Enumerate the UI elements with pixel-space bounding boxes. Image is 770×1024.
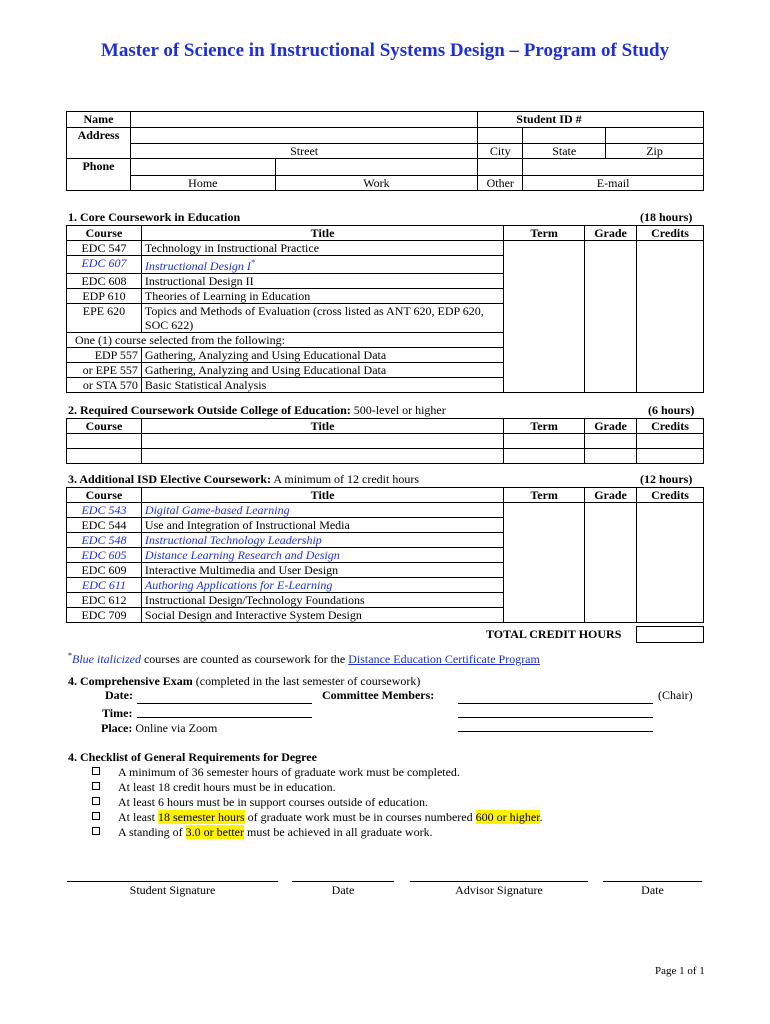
section3-hours: (12 hours) <box>640 472 693 486</box>
checklist-item: At least 6 hours must be in support courses outside of education. <box>92 795 428 810</box>
course-code: EPE 620 <box>67 304 142 333</box>
committee-line-3[interactable] <box>458 731 653 732</box>
student-signature-label: Student Signature <box>129 883 216 897</box>
date-label: Date: <box>105 688 133 702</box>
committee-line-1[interactable] <box>458 703 653 704</box>
course-title: Basic Statistical Analysis <box>141 378 503 393</box>
footnote-marker: * <box>250 258 255 267</box>
advisor-signature-label: Advisor Signature <box>455 883 543 897</box>
state-field[interactable] <box>523 128 606 144</box>
checkbox-icon[interactable] <box>92 827 100 835</box>
table-row <box>67 434 704 449</box>
time-label: Time: <box>102 706 133 720</box>
other-phone-field[interactable] <box>478 159 523 176</box>
course-code: or STA 570 <box>67 378 142 393</box>
outside-coursework-table <box>66 418 704 464</box>
address-label: Address <box>67 128 131 144</box>
grade-field[interactable] <box>585 241 637 393</box>
col-course: Course <box>67 488 142 503</box>
credits-field[interactable] <box>637 503 704 623</box>
course-code: EDC 607 <box>67 256 142 274</box>
advisor-signature-line[interactable] <box>410 881 588 882</box>
other-caption: Other <box>478 176 523 191</box>
course-title: Technology in Instructional Practice <box>141 241 503 256</box>
street-field[interactable] <box>130 128 477 144</box>
date-line[interactable] <box>137 703 312 704</box>
checkbox-icon[interactable] <box>92 797 100 805</box>
committee-label: Committee Members: <box>322 688 435 702</box>
table-row <box>67 503 704 518</box>
course-title: Topics and Methods of Evaluation (cross listed as ANT 620, EDP 620, <box>144 304 484 318</box>
student-signature-line[interactable] <box>67 881 278 882</box>
footnote: *Blue italicized courses are counted as coursework for the Distance Education Certificate Program <box>68 651 540 666</box>
course-code: EDC 608 <box>67 274 142 289</box>
course-code: EDC 609 <box>67 563 142 578</box>
street-caption: Street <box>130 144 477 159</box>
place-row: Place: Online via Zoom <box>101 721 218 735</box>
checklist-item: At least 18 credit hours must be in education. <box>92 780 336 795</box>
committee-line-2[interactable] <box>458 717 653 718</box>
course-title: Gathering, Analyzing and Using Educational Data <box>141 348 503 363</box>
city-field[interactable] <box>478 128 523 144</box>
col-credits: Credits <box>637 488 704 503</box>
home-phone-field[interactable] <box>130 159 275 176</box>
term-field[interactable] <box>504 503 585 623</box>
col-term: Term <box>504 226 585 241</box>
email-caption: E-mail <box>523 176 704 191</box>
work-caption: Work <box>275 176 478 191</box>
distance-ed-link[interactable]: Distance Education Certificate Program <box>348 652 540 666</box>
col-credits: Credits <box>637 419 704 434</box>
course-code: EDC 543 <box>67 503 142 518</box>
course-code: EDC 548 <box>67 533 142 548</box>
page-title: Master of Science in Instructional Systems Design – Program of Study <box>100 40 670 61</box>
date-line-1[interactable] <box>292 881 394 882</box>
course-title: Use and Integration of Instructional Media <box>141 518 503 533</box>
course-code: EDP 610 <box>67 289 142 304</box>
grade-field[interactable] <box>585 503 637 623</box>
checklist-heading: 4. Checklist of General Requirements for Degree <box>68 750 317 764</box>
col-course: Course <box>67 419 142 434</box>
section4-heading: 4. Comprehensive Exam (completed in the last semester of coursework) <box>68 674 421 688</box>
col-grade: Grade <box>585 419 637 434</box>
course-title-cont: SOC 622) <box>144 318 194 332</box>
work-phone-field[interactable] <box>275 159 478 176</box>
checkbox-icon[interactable] <box>92 812 100 820</box>
phone-label: Phone <box>67 159 131 176</box>
course-code: EDC 709 <box>67 608 142 623</box>
course-title: Instructional Design I <box>144 259 251 273</box>
course-title: Theories of Learning in Education <box>141 289 503 304</box>
course-title: Instructional Design/Technology Foundations <box>141 593 503 608</box>
checklist-item: A standing of 3.0 or better must be achieved in all graduate work. <box>92 825 433 840</box>
course-title: Gathering, Analyzing and Using Educational Data <box>141 363 503 378</box>
checkbox-icon[interactable] <box>92 767 100 775</box>
credits-field[interactable] <box>637 241 704 393</box>
course-code: EDC 612 <box>67 593 142 608</box>
section2-heading: 2. Required Coursework Outside College of Education: 500-level or higher <box>68 403 446 417</box>
time-line[interactable] <box>137 717 312 718</box>
student-info-table <box>66 111 704 191</box>
course-code: EDP 557 <box>67 348 142 363</box>
elective-coursework-table <box>66 487 704 623</box>
course-code: EDC 544 <box>67 518 142 533</box>
date-line-2[interactable] <box>603 881 702 882</box>
course-code: EDC 605 <box>67 548 142 563</box>
zip-field[interactable] <box>606 128 704 144</box>
email-field[interactable] <box>523 159 704 176</box>
date-label-1: Date <box>331 883 355 897</box>
course-title: Social Design and Interactive System Design <box>141 608 503 623</box>
course-title: Instructional Design II <box>141 274 503 289</box>
col-title: Title <box>141 419 503 434</box>
checkbox-icon[interactable] <box>92 782 100 790</box>
state-caption: State <box>523 144 606 159</box>
course-code: EDC 611 <box>67 578 142 593</box>
col-term: Term <box>504 488 585 503</box>
section3-heading: 3. Additional ISD Elective Coursework: A minimum of 12 credit hours <box>68 472 420 486</box>
name-label: Name <box>67 112 131 128</box>
total-credit-label: TOTAL CREDIT HOURS <box>486 627 622 641</box>
city-caption: City <box>478 144 523 159</box>
col-credits: Credits <box>637 226 704 241</box>
course-title: Authoring Applications for E-Learning <box>141 578 503 593</box>
student-id-label[interactable]: Student ID # <box>478 112 704 128</box>
col-title: Title <box>141 226 503 241</box>
col-grade: Grade <box>585 226 637 241</box>
date-label-2: Date <box>641 883 664 897</box>
checklist-item: A minimum of 36 semester hours of graduate work must be completed. <box>92 765 460 780</box>
course-title: Instructional Technology Leadership <box>141 533 503 548</box>
core-coursework-table <box>66 225 704 393</box>
col-course: Course <box>67 226 142 241</box>
col-term: Term <box>504 419 585 434</box>
select-note: One (1) course selected from the following: <box>67 333 504 348</box>
section1-heading: 1. Core Coursework in Education <box>68 210 241 224</box>
term-field[interactable] <box>504 241 585 393</box>
col-grade: Grade <box>585 488 637 503</box>
course-title: Distance Learning Research and Design <box>141 548 503 563</box>
course-code: EDC 547 <box>67 241 142 256</box>
zip-caption: Zip <box>606 144 704 159</box>
checklist-item: At least 18 semester hours of graduate work must be in courses numbered 600 or higher. <box>92 810 543 825</box>
home-caption: Home <box>130 176 275 191</box>
page-number: Page 1 of 1 <box>655 965 705 977</box>
total-credit-field[interactable] <box>636 626 704 643</box>
table-row <box>67 449 704 464</box>
course-code: or EPE 557 <box>67 363 142 378</box>
name-field[interactable] <box>130 112 477 128</box>
chair-label: (Chair) <box>658 688 693 702</box>
course-title: Interactive Multimedia and User Design <box>141 563 503 578</box>
course-title: Digital Game-based Learning <box>141 503 503 518</box>
col-title: Title <box>141 488 503 503</box>
section1-hours: (18 hours) <box>640 210 693 224</box>
section2-hours: (6 hours) <box>648 403 695 417</box>
table-row <box>67 241 704 256</box>
